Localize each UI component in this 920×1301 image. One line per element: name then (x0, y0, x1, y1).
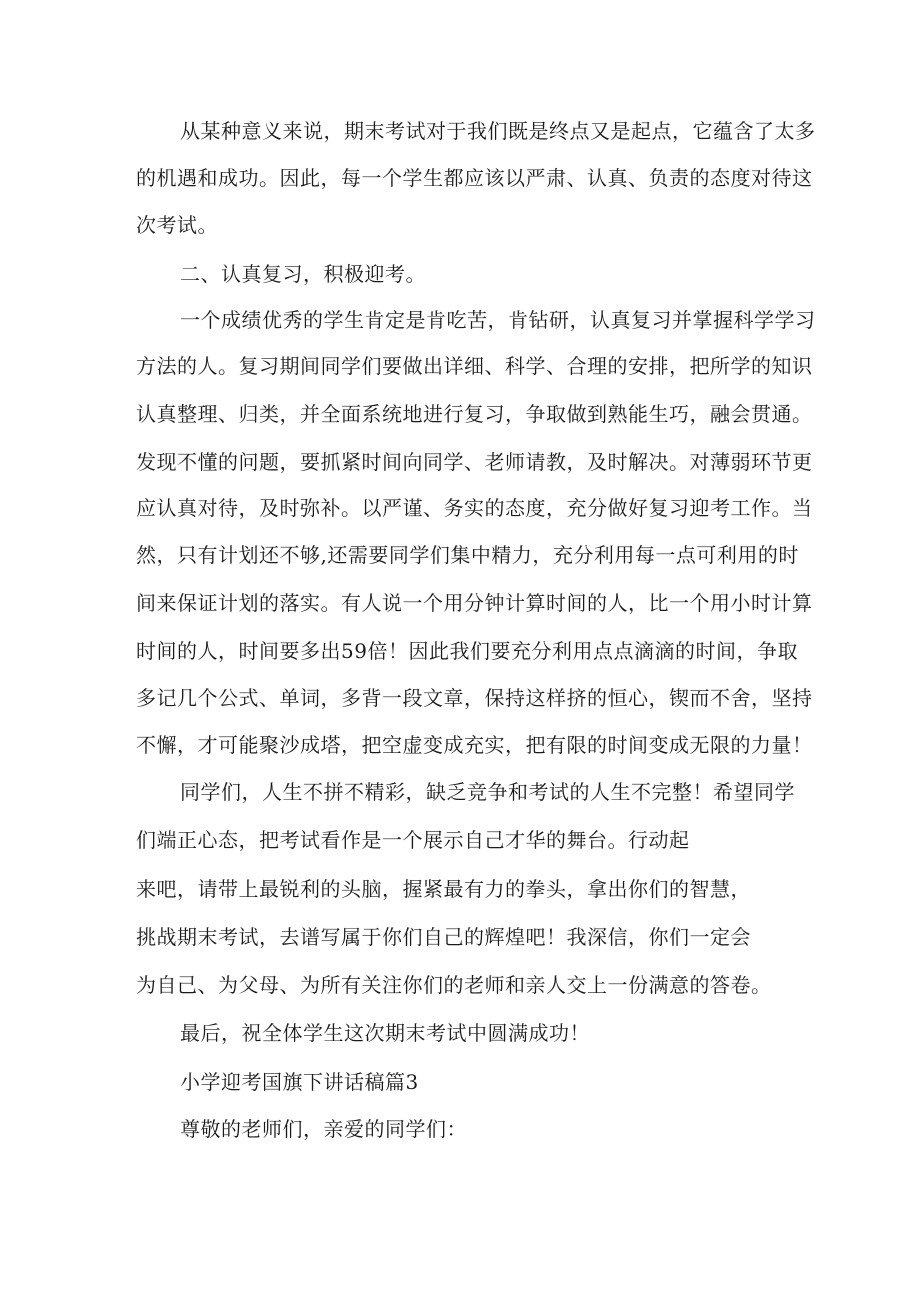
section-title: 小学迎考国旗下讲话稿篇3 (180, 1070, 419, 1094)
paragraph-2-line-3: 认真整理、归类，并全面系统地进行复习，争取做到熟能生巧，融会贯通。 (136, 402, 813, 426)
paragraph-1-line-1: 从某种意义来说，期末考试对于我们既是终点又是起点，它蕴含了太多 (180, 119, 816, 143)
paragraph-3-line-3: 来吧，请带上最锐利的头脑，握紧最有力的拳头，拿出你们的智慧， (136, 877, 751, 901)
paragraph-2-line-9: 多记几个公式、单词，多背一段文章，保持这样挤的恒心，锲而不舍，坚持 (136, 686, 813, 710)
paragraph-4: 最后，祝全体学生这次期末考试中圆满成功！ (180, 1021, 590, 1045)
paragraph-2-line-8: 时间的人，时间要多出59倍！因此我们要充分利用点点滴滴的时间，争取 (136, 639, 798, 663)
paragraph-2-line-6: 然，只有计划还不够,还需要同学们集中精力，充分利用每一点可利用的时 (136, 543, 799, 567)
paragraph-3-line-2: 们端正心态，把考试看作是一个展示自己才华的舞台。行动起 (136, 828, 690, 852)
paragraph-2-line-10: 不懈，才可能聚沙成塔，把空虚变成充实，把有限的时间变成无限的力量！ (136, 733, 813, 757)
paragraph-3-line-4: 挑战期末考试，去谱写属于你们自己的辉煌吧！我深信，你们一定会 (136, 925, 751, 949)
paragraph-3-line-1: 同学们，人生不拼不精彩，缺乏竞争和考试的人生不完整！希望同学 (180, 780, 795, 804)
paragraph-2-line-7: 间来保证计划的落实。有人说一个用分钟计算时间的人，比一个用小时计算 (136, 591, 813, 615)
paragraph-3-line-5: 为自己、为父母、为所有关注你们的老师和亲人交上一份满意的答卷。 (136, 973, 772, 997)
paragraph-1-line-2: 的机遇和成功。因此，每一个学生都应该以严肃、认真、负责的态度对待这 (136, 166, 813, 190)
paragraph-2-line-4: 发现不懂的问题，要抓紧时间向同学、老师请教，及时解决。对薄弱环节更 (136, 450, 813, 474)
paragraph-2-line-2: 方法的人。复习期间同学们要做出详细、科学、合理的安排，把所学的知识 (136, 354, 813, 378)
greeting: 尊敬的老师们，亲爱的同学们： (180, 1117, 467, 1141)
paragraph-2-line-1: 一个成绩优秀的学生肯定是肯吃苦，肯钻研，认真复习并掌握科学学习 (180, 308, 816, 332)
paragraph-2-line-5: 应认真对待，及时弥补。以严谨、务实的态度，充分做好复习迎考工作。当 (136, 496, 813, 520)
paragraph-1-line-3: 次考试。 (136, 213, 218, 237)
section-heading-2: 二、认真复习，积极迎考。 (180, 262, 426, 286)
